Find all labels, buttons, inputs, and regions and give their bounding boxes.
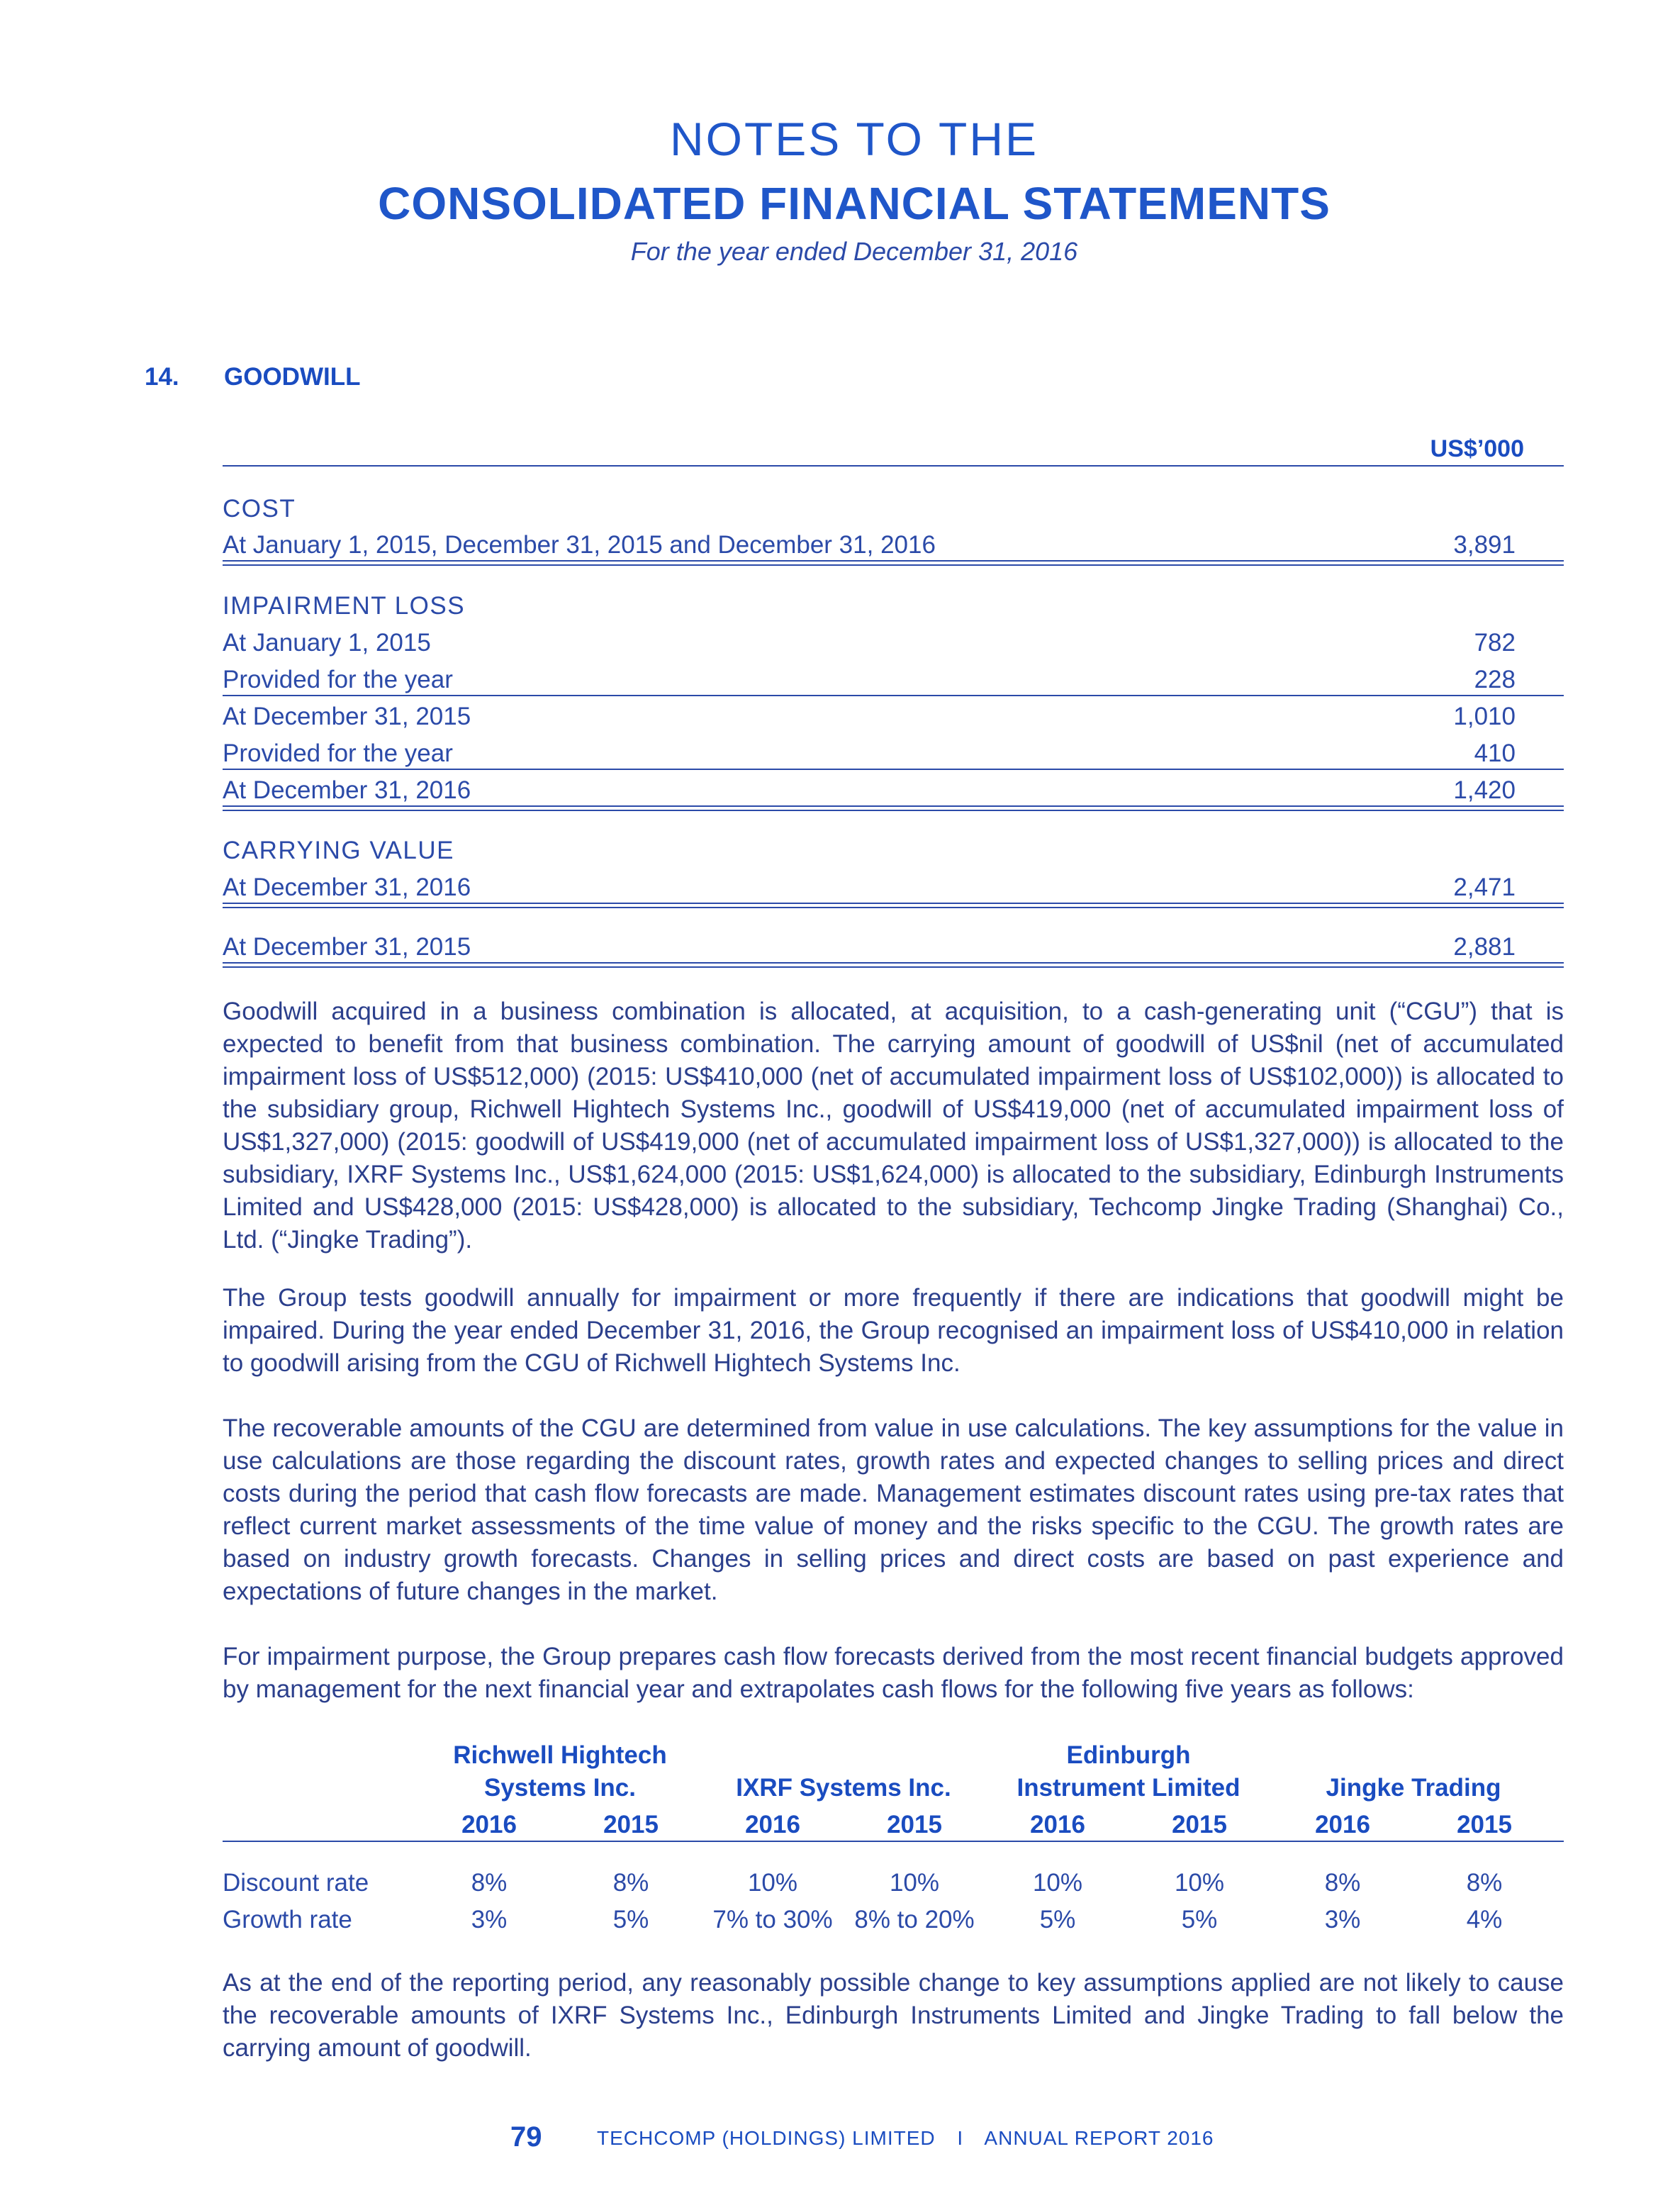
table-cell: 8% <box>1324 1869 1361 1897</box>
header-rule <box>223 465 1564 467</box>
double-rule <box>223 560 1564 566</box>
footer-report: ANNUAL REPORT 2016 <box>984 2127 1214 2149</box>
footer-text <box>597 2127 1214 2150</box>
row-label: Growth rate <box>223 1906 352 1933</box>
page-title-line2: CONSOLIDATED FINANCIAL STATEMENTS <box>378 178 1331 229</box>
table-row-value: 1,420 <box>1453 776 1516 804</box>
table-row-label: At January 1, 2015 <box>223 629 431 657</box>
year-header: 2016 <box>1030 1811 1085 1838</box>
paragraph: The Group tests goodwill annually for impairment or more frequently if there are indications that goodwill might be impaired. During the year ended December 31, 2016, the Group recognised an impairment loss of US$410,000 in relation to goodwill arising from the CGU of Richwell Hightech Systems Inc. <box>223 1284 1564 1377</box>
year-header: 2016 <box>461 1811 517 1838</box>
column-header: US$’000 <box>1430 435 1524 462</box>
table-cell: 10% <box>889 1869 940 1897</box>
single-rule <box>223 695 1564 696</box>
impairment-heading: IMPAIRMENT LOSS <box>223 592 466 620</box>
table-cell: 8% <box>612 1869 649 1897</box>
table-cell: 4% <box>1466 1906 1503 1933</box>
paragraph: The recoverable amounts of the CGU are determined from value in use calculations. The key assumptions for the value in use calculations are those regarding the discount rates, growth rates and expected changes to selling prices and direct costs during the period that cash flow forecasts are made. Management estimates discount rates using pre-tax rates that reflect current market assessments of the time value of money and the risks specific to the CGU. The growth rates are based on industry growth forecasts. Changes in selling prices and direct costs are based on past experience and expectations of future changes in the market. <box>223 1414 1564 1605</box>
table-cell: 10% <box>1174 1869 1225 1897</box>
cost-heading: COST <box>223 495 296 523</box>
table-cell: 8% <box>471 1869 508 1897</box>
table-row-value: 410 <box>1474 739 1516 767</box>
table-row-value: 782 <box>1474 629 1516 657</box>
year-header: 2016 <box>1315 1811 1370 1838</box>
row-label: Discount rate <box>223 1869 369 1897</box>
table-row-label: Provided for the year <box>223 739 453 767</box>
table-cell: 8% to 20% <box>854 1906 975 1933</box>
table-row-value: 2,471 <box>1453 873 1516 901</box>
single-rule <box>223 769 1564 770</box>
group-header-line2: Jingke Trading <box>1326 1774 1501 1802</box>
group-header-line1: Edinburgh <box>1066 1741 1191 1769</box>
table-cell: 3% <box>471 1906 508 1933</box>
table-row-label: At December 31, 2015 <box>223 933 471 961</box>
year-header: 2016 <box>745 1811 800 1838</box>
table-row-label: Provided for the year <box>223 666 453 693</box>
table-cell: 10% <box>1032 1869 1083 1897</box>
group-header-line2: Instrument Limited <box>1017 1774 1241 1802</box>
header-rule <box>223 1841 1564 1842</box>
carrying-heading: CARRYING VALUE <box>223 837 455 864</box>
year-header: 2015 <box>603 1811 659 1838</box>
table-cell: 5% <box>612 1906 649 1933</box>
table-cell: 3% <box>1324 1906 1361 1933</box>
page-title-line1: NOTES TO THE <box>669 113 1039 165</box>
table-row-label: At December 31, 2016 <box>223 776 471 804</box>
page-number: 79 <box>510 2121 542 2153</box>
paragraph: As at the end of the reporting period, any reasonably possible change to key assumptions applied are not likely to cause the recoverable amounts of IXRF Systems Inc., Edinburgh Instruments Limited and Jingke Trading to fall below the carrying amount of goodwill. <box>223 1969 1564 2062</box>
table-row-label: At December 31, 2016 <box>223 873 471 901</box>
group-header-line2: Systems Inc. <box>484 1774 636 1802</box>
double-rule <box>223 805 1564 811</box>
group-header-line2: IXRF Systems Inc. <box>736 1774 951 1802</box>
double-rule <box>223 903 1564 908</box>
table-row-value: 228 <box>1474 666 1516 693</box>
table-row-value: 3,891 <box>1453 531 1516 559</box>
year-header: 2015 <box>887 1811 942 1838</box>
section-title: GOODWILL <box>224 363 361 391</box>
group-header-line1: Richwell Hightech <box>453 1741 667 1769</box>
table-cell: 10% <box>747 1869 798 1897</box>
footer-separator: I <box>957 2127 964 2149</box>
double-rule <box>223 962 1564 968</box>
footer-company: TECHCOMP (HOLDINGS) LIMITED <box>597 2127 936 2149</box>
table-cell: 7% to 30% <box>712 1906 833 1933</box>
table-cell: 5% <box>1181 1906 1218 1933</box>
paragraph: Goodwill acquired in a business combination is allocated, at acquisition, to a cash-generating unit (“CGU”) that is expected to benefit from that business combination. The carrying amount of goodwill of US$nil (net of accumulated impairment loss of US$512,000) (2015: US$410,000 (net of accumulated impairment loss of US$102,000)) is allocated to the subsidiary group, Richwell Hightech Systems Inc., goodwill of US$419,000 (net of accumulated impairment loss of US$1,327,000) (2015: goodwill of US$419,000 (net of accumulated impairment loss of US$1,327,000)) is allocated to the subsidiary, IXRF Systems Inc., US$1,624,000 (2015: US$1,624,000) is allocated to the subsidiary, Edinburgh Instruments Limited and US$428,000 (2015: US$428,000) is allocated to the subsidiary, Techcomp Jingke Trading (Shanghai) Co., Ltd. (“Jingke Trading”). <box>223 998 1564 1254</box>
page-subtitle: For the year ended December 31, 2016 <box>630 237 1078 266</box>
table-cell: 5% <box>1039 1906 1076 1933</box>
table-cell: 8% <box>1466 1869 1503 1897</box>
table-row-label: At December 31, 2015 <box>223 703 471 730</box>
section-number: 14. <box>145 363 179 391</box>
year-header: 2015 <box>1172 1811 1227 1838</box>
table-row-value: 2,881 <box>1453 933 1516 961</box>
year-header: 2015 <box>1457 1811 1512 1838</box>
table-row-value: 1,010 <box>1453 703 1516 730</box>
table-row-label: At January 1, 2015, December 31, 2015 and December 31, 2016 <box>223 531 936 559</box>
paragraph: For impairment purpose, the Group prepares cash flow forecasts derived from the most recent financial budgets approved by management for the next financial year and extrapolates cash flows for the following five years as follows: <box>223 1643 1564 1703</box>
